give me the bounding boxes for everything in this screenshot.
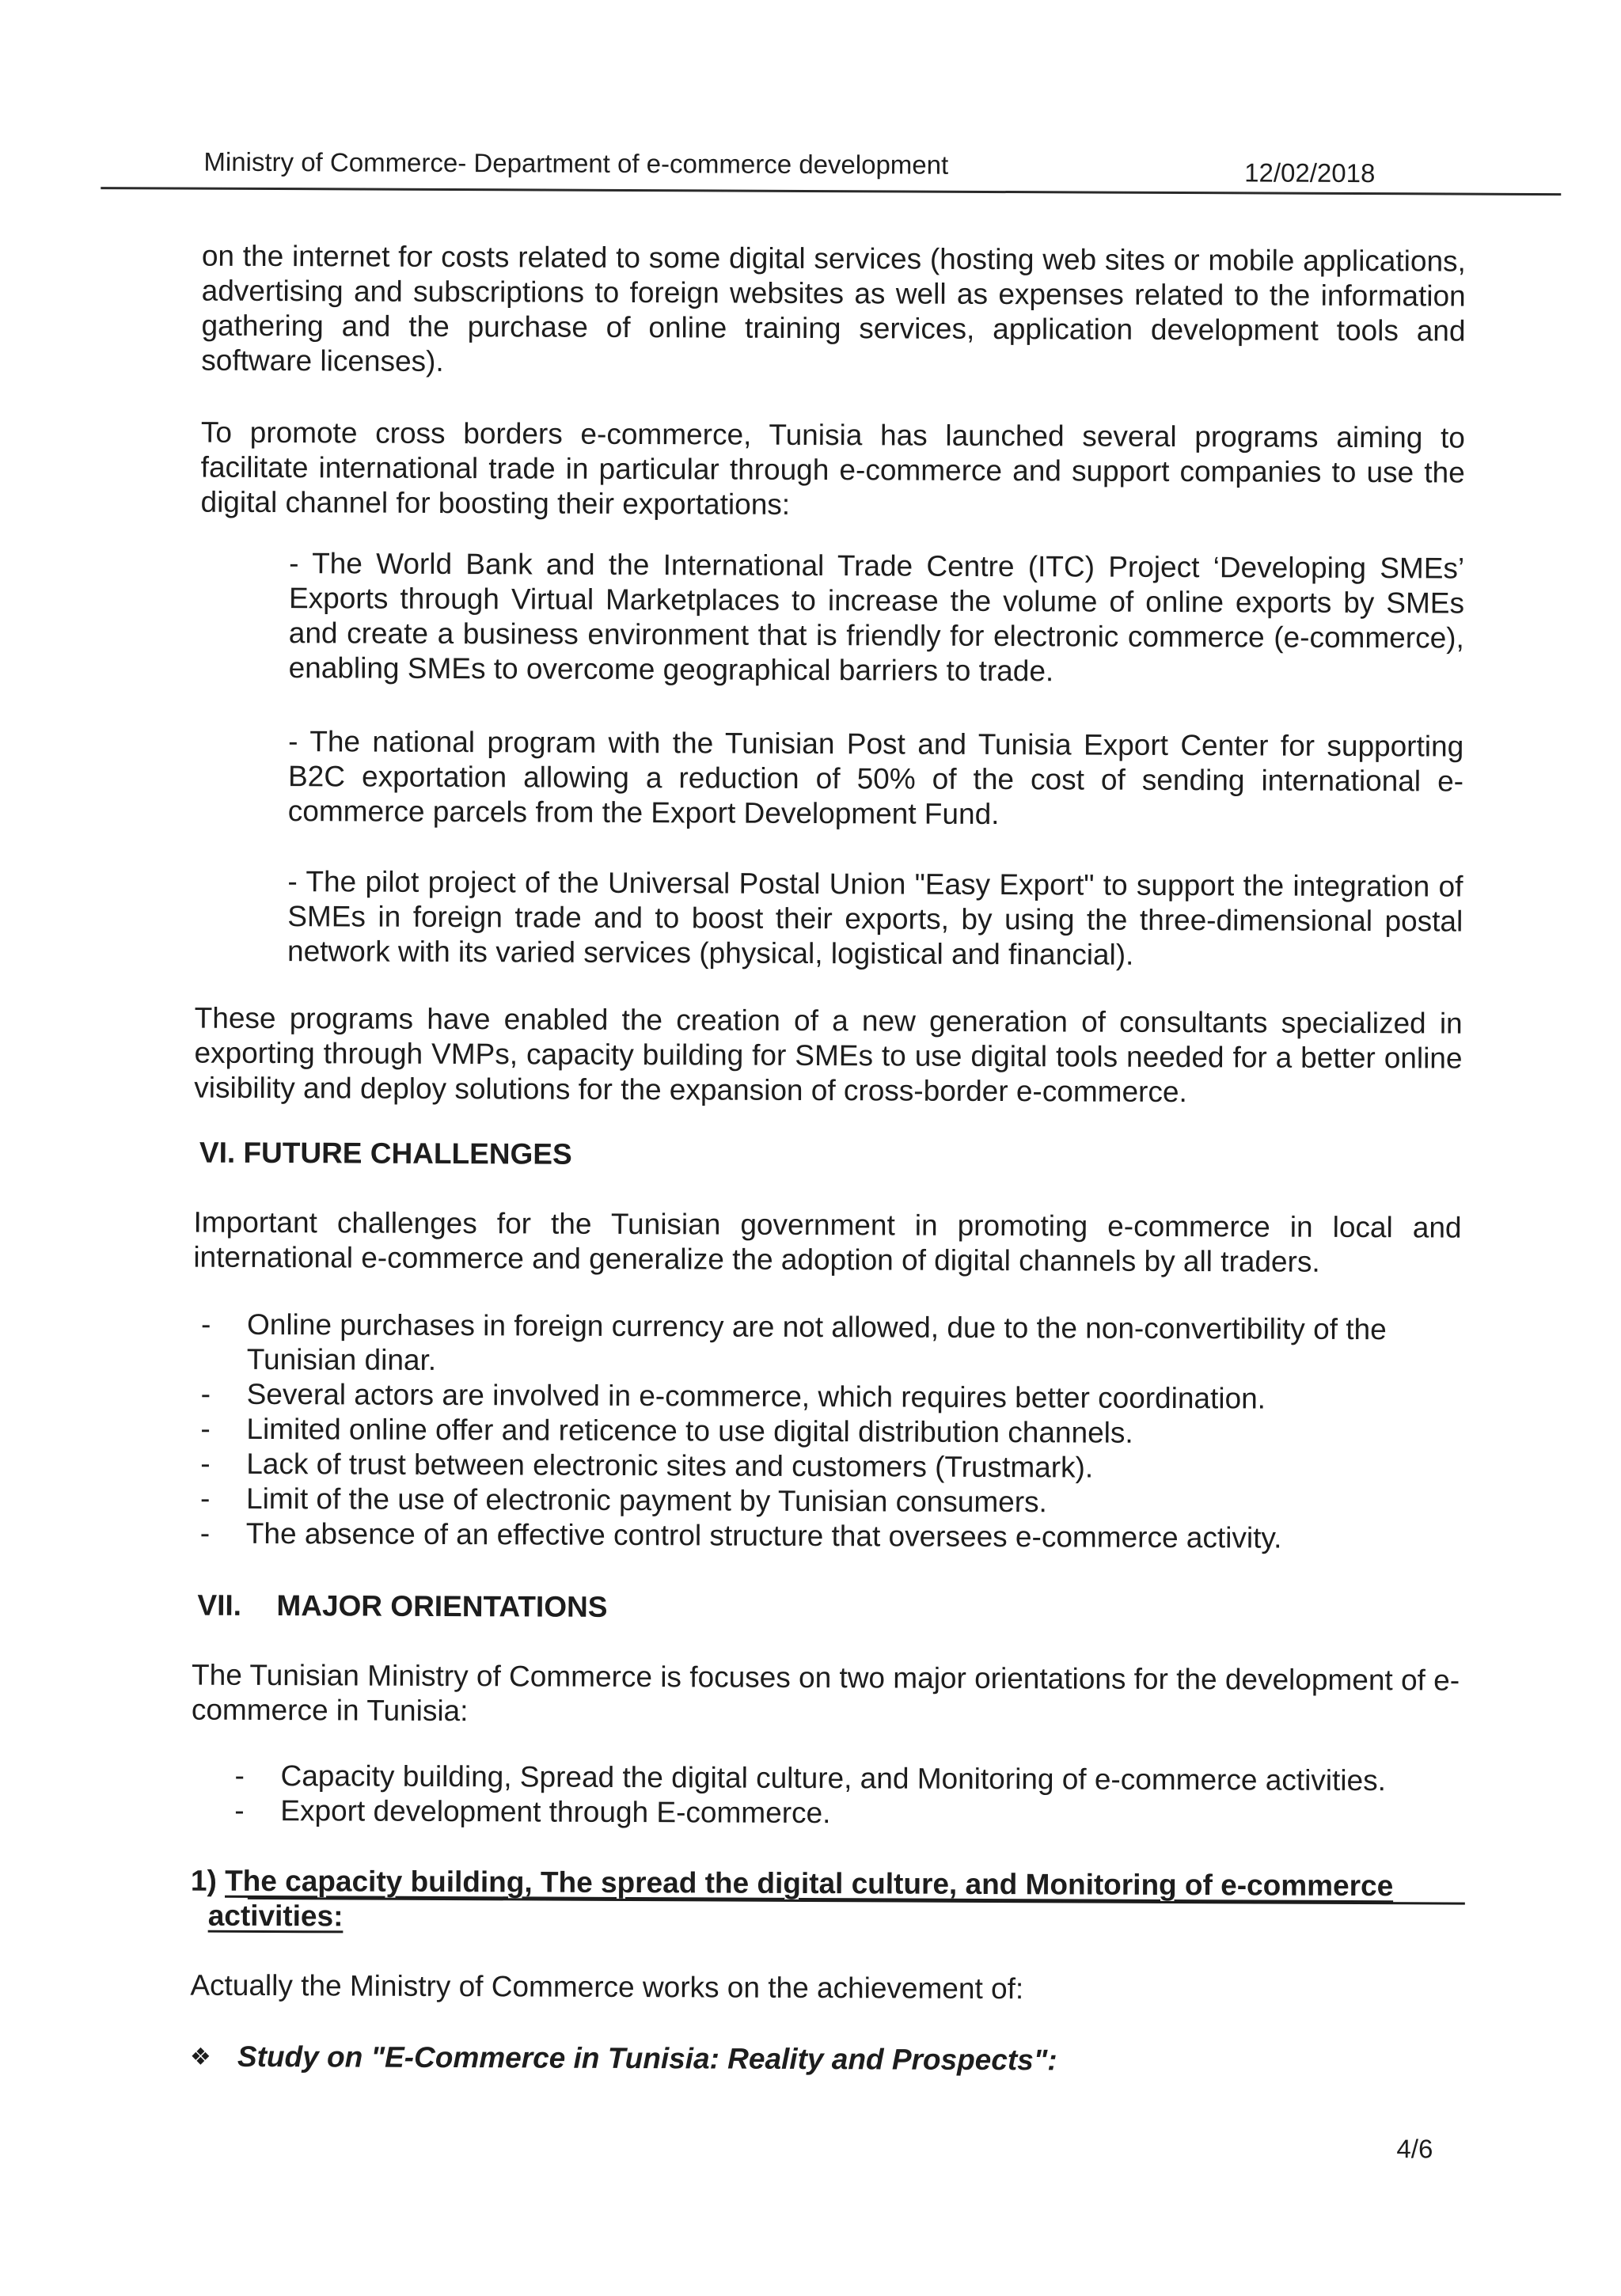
challenges-list [200,1307,1467,1557]
dash-bullet: - [199,1482,211,1515]
dash-bullet: - [199,1516,211,1550]
list-item [200,1447,1467,1487]
dash-bullet: - [200,1412,211,1445]
list-item-text: Limited online offer and reticence to use digital distribution channels. [246,1412,1133,1449]
list-item-text: Capacity building, Spread the digital culture, and Monitoring of e-commerce activities. [280,1759,1387,1797]
list-item-text: The absence of an effective control structure that oversees e-commerce activity. [245,1516,1282,1554]
paragraph-orientations-intro: The Tunisian Ministry of Commerce is focuses on two major orientations for the development of e-commerce in Tunisia: [191,1658,1460,1728]
subsection-title-line2: activities: [207,1899,344,1933]
study-title [190,2040,1057,2079]
list-item [201,1377,1467,1417]
program-item: - The national program with the Tunisian Post and Tunisia Export Center for supporting B2C exportation allowing a reduction of 50% of the cost of sending international e-commerce parcels from the Export Development Fund. [287,725,1464,831]
study-title-text: Study on "E-Commerce in Tunisia: Reality and Prospects": [237,2040,1057,2077]
dash-bullet: - [200,1307,211,1341]
diamond-bullet-icon: ❖ [189,2044,211,2070]
list-item [200,1516,1467,1557]
paragraph-challenges-intro: Important challenges for the Tunisian government in promoting e-commerce in local and international e-commerce and generalize the adoption of digital channels by all traders. [193,1205,1462,1278]
list-item [234,1759,1469,1799]
list-item-text: Online purchases in foreign currency are not allowed, due to the non-convertibility of the Tunisian dinar. [246,1307,1387,1376]
page-header [203,146,1376,188]
header-title: Ministry of Commerce- Department of e-commerce development [203,146,949,180]
subsection-title-line1: The capacity building, The spread the digital culture, and Monitoring of e-commerce [225,1864,1394,1903]
page-number: 4/6 [1396,2134,1433,2164]
subsection-heading-capacity-building [191,1864,1465,1939]
section-number: VII. [197,1588,242,1622]
dash-bullet: - [200,1377,211,1410]
paragraph-digital-services: on the internet for costs related to some digital services (hosting web sites or mobile applications, advertising and subscriptions to foreign websites as well as expenses related to the information gathering and the purchase of online training services, application development tools and software licenses). [201,239,1466,378]
list-item [201,1307,1467,1383]
list-item-text: Lack of trust between electronic sites and customers (Trustmark). [246,1447,1094,1484]
orientations-list [234,1759,1469,1834]
list-item [234,1793,1469,1834]
section-heading-future-challenges: VI. FUTURE CHALLENGES [199,1136,572,1171]
section-heading-major-orientations [197,1588,607,1625]
dash-bullet: - [234,1759,245,1792]
dash-bullet: - [200,1447,211,1480]
list-item [200,1412,1467,1452]
program-item: - The pilot project of the Universal Postal Union "Easy Export" to support the integration of SMEs in foreign trade and to boost their exports, by using the three-dimensional postal network with its varied services (physical, logistical and financial). [287,865,1463,971]
section-heading-text: MAJOR ORIENTATIONS [276,1589,608,1623]
list-item-text: Limit of the use of electronic payment by Tunisian consumers. [245,1482,1047,1519]
list-item [200,1482,1467,1522]
program-item: - The World Bank and the International Trade Centre (ITC) Project ‘Developing SMEs’ Exports through Virtual Marketplaces to increase the volume of online exports by SMEs and create a business environment that is friendly for electronic commerce (e-commerce), enabling SMEs to overcome geographical barriers to trade. [288,547,1465,688]
paragraph-cross-border-intro: To promote cross borders e-commerce, Tunisia has launched several programs aiming to facilitate international trade in particular through e-commerce and support companies to use the digital channel for boosting their exportations: [200,416,1466,521]
paragraph-ministry-works: Actually the Ministry of Commerce works on the achievement of: [190,1968,1024,2006]
dash-bullet: - [234,1793,245,1827]
subsection-prefix: 1) [190,1864,217,1897]
list-item-text: Several actors are involved in e-commerce, which requires better coordination. [246,1377,1266,1415]
header-date: 12/02/2018 [1244,157,1376,188]
list-item-text: Export development through E-commerce. [280,1794,831,1830]
paragraph-programs-result: These programs have enabled the creation of a new generation of consultants specialized in exporting through VMPs, capacity building for SMEs to use digital tools needed for a better online visibility and deploy solutions for the expansion of cross-border e-commerce. [194,1001,1463,1109]
